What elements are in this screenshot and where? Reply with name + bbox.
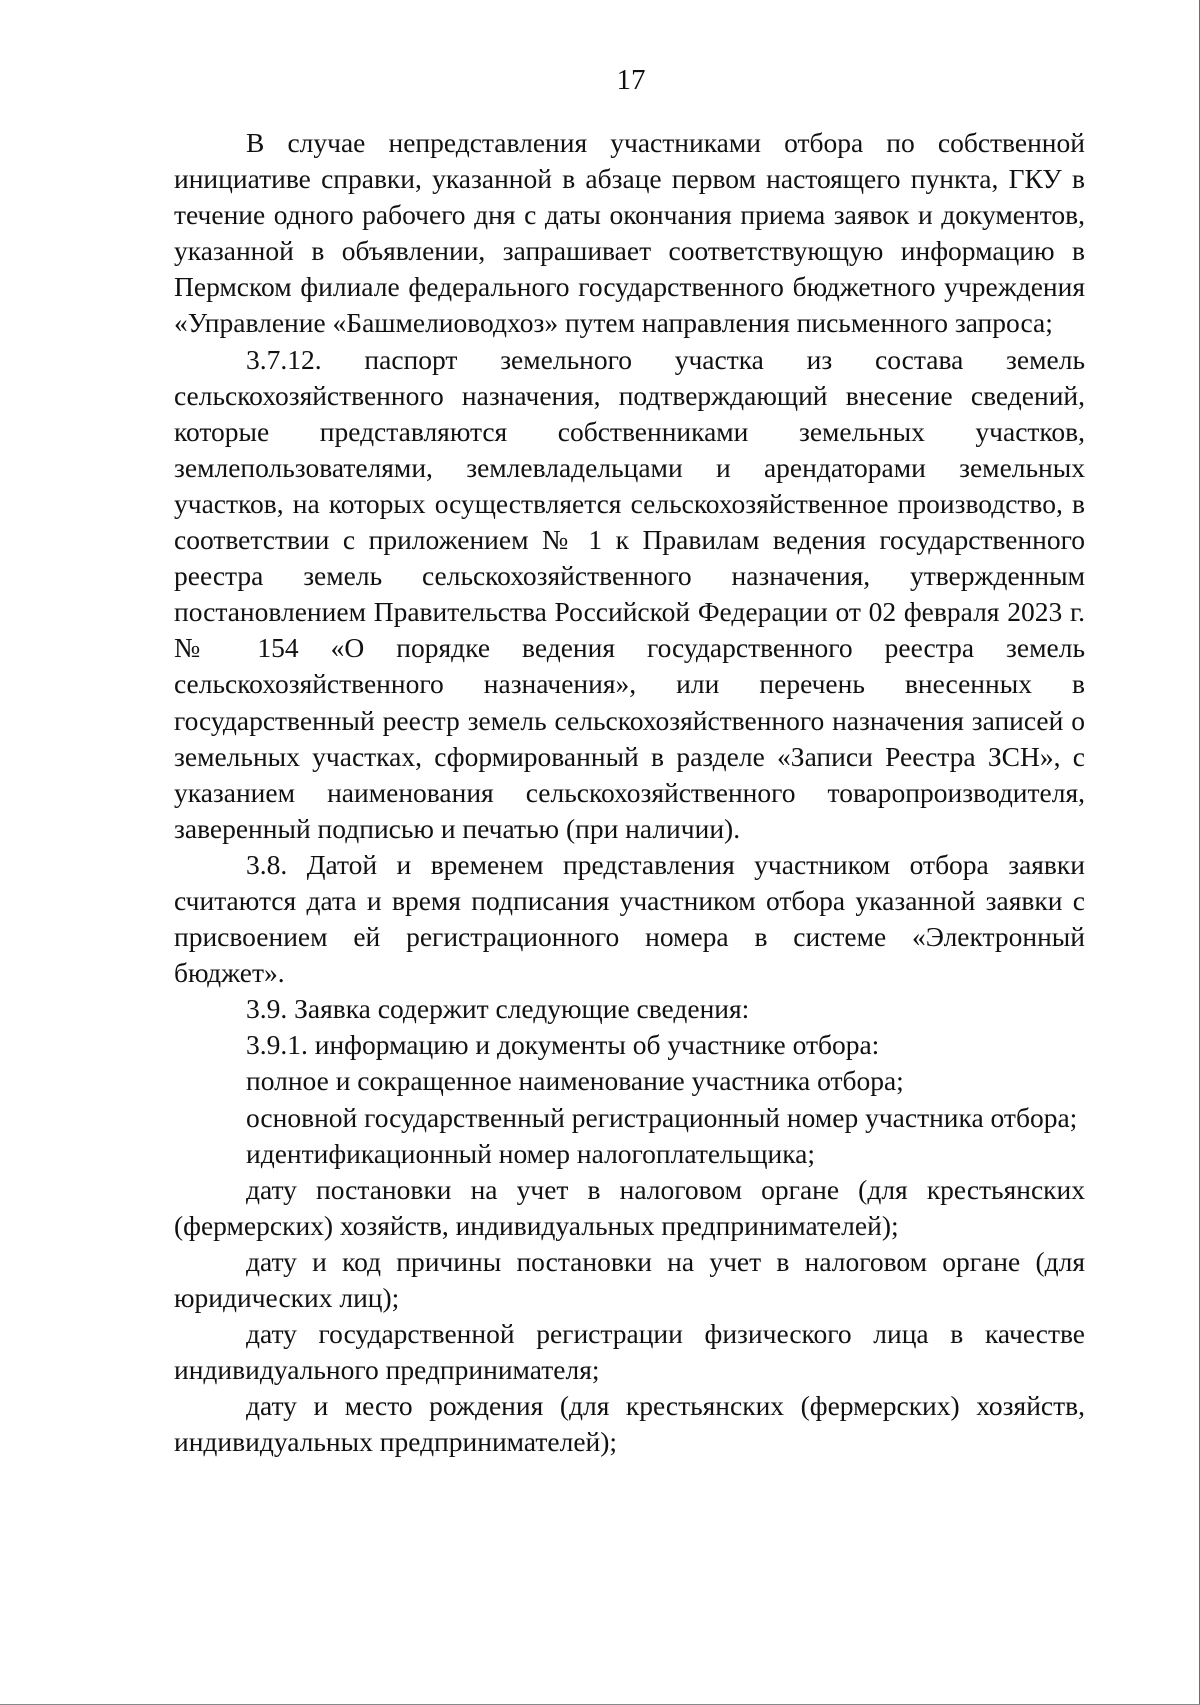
paragraph-3-9-1: 3.9.1. информацию и документы об участнике отбора:: [246, 1029, 880, 1061]
list-item-ogrn: основной государственный регистрационный номер участника отбора;: [246, 1101, 1078, 1133]
list-item-tax-registration-date: дату постановки на учет в налоговом органе (для крестьянских (фермерских) хозяйств, индивидуальных предпринимателей);: [174, 1173, 1085, 1241]
list-item-inn: идентификационный номер налогоплательщика;: [246, 1137, 816, 1169]
list-item-full-name: полное и сокращенное наименование участника отбора;: [246, 1065, 904, 1097]
list-item-ip-registration-date: дату государственной регистрации физического лица в качестве индивидуального предпринимателя;: [174, 1318, 1085, 1386]
paragraph-3-7-12: 3.7.12. паспорт земельного участка из состава земель сельскохозяйственного назначения, подтверждающий внесение сведений, которые представляются собственниками земельных участков, землепользователями, землевладельцами и арендаторами земельных участков, на которых осуществляется сельскохозяйственное производство, в соответствии с приложением № 1 к Правилам ведения государственного реестра земель сельскохозяйственного назначения, утвержденным постановлением Правительства Российской Федерации от 02 февраля 2023 г. № 154 «О порядке ведения государственного реестра земель сельскохозяйственного назначения», или перечень внесенных в государственный реестр земель сельскохозяйственного назначения записей о земельных участках, сформированный в разделе «Записи Реестра ЗСН», с указанием наименования сельскохозяйственного товаропроизводителя, заверенный подписью и печатью (при наличии).: [174, 343, 1085, 844]
page-number: 17: [616, 64, 646, 96]
paragraph-3-8: 3.8. Датой и временем представления участником отбора заявки считаются дата и время подписания участником отбора указанной заявки с присвоением ей регистрационного номера в системе «Электронный бюджет».: [174, 848, 1085, 989]
paragraph-3-9: 3.9. Заявка содержит следующие сведения:: [246, 993, 750, 1025]
document-body: [174, 125, 1085, 1460]
list-item-kpp: дату и код причины постановки на учет в налоговом органе (для юридических лиц);: [174, 1245, 1085, 1313]
paragraph-gku-request: В случае непредставления участниками отбора по собственной инициативе справки, указанной в абзаце первом настоящего пункта, ГКУ в течение одного рабочего дня с даты окончания приема заявок и документов, указанной в объявлении, запрашивает соответствующую информацию в Пермском филиале федерального государственного бюджетного учреждения «Управление «Башмелиоводхоз» путем направления письменного запроса;: [174, 127, 1085, 339]
list-item-birth-date-place: дату и место рождения (для крестьянских (фермерских) хозяйств, индивидуальных предпринимателей);: [174, 1390, 1085, 1458]
